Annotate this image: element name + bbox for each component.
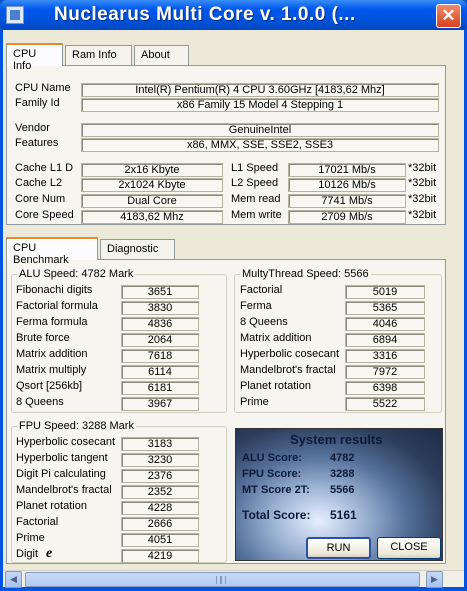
- tab-cpu-benchmark[interactable]: CPU Benchmark: [6, 237, 98, 260]
- fpu-row-value: 4219: [121, 549, 199, 563]
- multythread-row-label: Factorial: [240, 284, 283, 296]
- fpu-row-label: Planet rotation: [16, 500, 87, 512]
- total-score-value: 5161: [330, 508, 357, 522]
- l2-speed-value: 10126 Mb/s: [288, 178, 406, 192]
- multythread-row-label: Hyperbolic cosecant: [240, 348, 340, 360]
- fpu-row-label: Prime: [16, 532, 45, 544]
- multythread-row-label: Prime: [240, 396, 269, 408]
- fpu-row-value: 3183: [121, 437, 199, 451]
- cache-l2-label: Cache L2: [15, 177, 63, 189]
- multythread-row-label: 8 Queens: [240, 316, 288, 328]
- mem-read-unit: *32bit: [408, 193, 437, 205]
- close-window-button[interactable]: ✕: [436, 4, 461, 28]
- fpu-row-value: 2666: [121, 517, 199, 531]
- tab-ram-info[interactable]: Ram Info: [65, 45, 132, 65]
- vendor-label: Vendor: [15, 122, 50, 134]
- fpu-row-label: Digit Pi calculating: [16, 468, 106, 480]
- mt-score-label: MT Score 2T:: [242, 484, 310, 496]
- core-speed-value: 4183,62 Mhz: [81, 210, 223, 224]
- alu-title: ALU Speed: 4782 Mark: [19, 268, 134, 280]
- window-title: Nuclearus Multi Core v. 1.0.0 (...: [54, 4, 356, 25]
- multythread-row-value: 5365: [345, 301, 425, 315]
- l2-speed-unit: *32bit: [408, 177, 437, 189]
- client-area: [3, 30, 464, 570]
- alu-row-label: Fibonachi digits: [16, 284, 93, 296]
- scroll-left-icon[interactable]: ◀: [5, 571, 22, 588]
- multythread-row-label: Matrix addition: [240, 332, 312, 344]
- multythread-row-value: 6894: [345, 333, 425, 347]
- fpu-row-value: 4051: [121, 533, 199, 547]
- alu-row-value: 3830: [121, 301, 199, 315]
- fpu-row-value: 2352: [121, 485, 199, 499]
- multythread-row-value: 5522: [345, 397, 425, 411]
- alu-row-label: Matrix addition: [16, 348, 88, 360]
- alu-row-label: Factorial formula: [16, 300, 98, 312]
- multythread-row-label: Planet rotation: [240, 380, 311, 392]
- mem-read-value: 7741 Mb/s: [288, 194, 406, 208]
- scroll-right-icon[interactable]: ▶: [426, 571, 443, 588]
- cache-l2-value: 2x1024 Kbyte: [81, 178, 223, 192]
- fpu-row-value: 2376: [121, 469, 199, 483]
- fpu-row-value: 4228: [121, 501, 199, 515]
- mt-score-value: 5566: [330, 484, 355, 496]
- mem-write-label: Mem write: [231, 209, 282, 221]
- alu-row-label: 8 Queens: [16, 396, 64, 408]
- multythread-row-label: Ferma: [240, 300, 272, 312]
- alu-row-value: 6181: [121, 381, 199, 395]
- l1-speed-unit: *32bit: [408, 162, 437, 174]
- cpu-name-value: Intel(R) Pentium(R) 4 CPU 3.60GHz [4183,62 Mhz]: [81, 83, 439, 97]
- multythread-row-label: Mandelbrot's fractal: [240, 364, 336, 376]
- app-icon: [6, 6, 24, 24]
- alu-row-value: 2064: [121, 333, 199, 347]
- mem-write-value: 2709 Mb/s: [288, 210, 406, 224]
- title-bar[interactable]: [0, 0, 467, 30]
- scroll-thumb[interactable]: [25, 572, 420, 587]
- benchmark-tabstrip: [6, 237, 446, 266]
- core-num-label: Core Num: [15, 193, 66, 205]
- total-score-label: Total Score:: [242, 508, 311, 522]
- alu-score-label: ALU Score:: [242, 452, 302, 464]
- alu-row-label: Ferma formula: [16, 316, 88, 328]
- alu-row-value: 6114: [121, 365, 199, 379]
- run-button[interactable]: RUN: [306, 537, 371, 559]
- tab-diagnostic[interactable]: Diagnostic: [100, 239, 175, 259]
- l1-speed-label: L1 Speed: [231, 162, 279, 174]
- tab-cpu-info[interactable]: CPU Info: [6, 43, 63, 66]
- cache-l1d-value: 2x16 Kbyte: [81, 163, 223, 177]
- fpu-row-label: Hyperbolic tangent: [16, 452, 108, 464]
- fpu-score-label: FPU Score:: [242, 468, 302, 480]
- alu-row-value: 3967: [121, 397, 199, 411]
- alu-row-value: 4836: [121, 317, 199, 331]
- mem-read-label: Mem read: [231, 193, 281, 205]
- fpu-row-label: Mandelbrot's fractal: [16, 484, 112, 496]
- vendor-value: GenuineIntel: [81, 123, 439, 137]
- family-value: x86 Family 15 Model 4 Stepping 1: [81, 98, 439, 112]
- fpu-score-value: 3288: [330, 468, 355, 480]
- alu-row-value: 7618: [121, 349, 199, 363]
- horizontal-scrollbar[interactable]: [3, 570, 464, 587]
- fpu-row-label: Hyperbolic cosecant: [16, 436, 116, 448]
- fpu-row-suffix: e: [46, 546, 53, 561]
- multythread-row-value: 3316: [345, 349, 425, 363]
- multythread-row-value: 7972: [345, 365, 425, 379]
- core-speed-label: Core Speed: [15, 209, 74, 221]
- grip-icon: [216, 576, 226, 584]
- alu-row-label: Brute force: [16, 332, 70, 344]
- l2-speed-label: L2 Speed: [231, 177, 279, 189]
- system-results-title: System results: [290, 432, 383, 447]
- multythread-row-value: 6398: [345, 381, 425, 395]
- family-label: Family Id: [15, 97, 60, 109]
- l1-speed-value: 17021 Mb/s: [288, 163, 406, 177]
- multythread-row-value: 4046: [345, 317, 425, 331]
- fpu-row-label: Factorial: [16, 516, 59, 528]
- alu-row-label: Qsort [256kb]: [16, 380, 83, 392]
- cpu-name-label: CPU Name: [15, 82, 71, 94]
- features-value: x86, MMX, SSE, SSE2, SSE3: [81, 138, 439, 152]
- cache-l1d-label: Cache L1 D: [15, 162, 74, 174]
- mem-write-unit: *32bit: [408, 209, 437, 221]
- fpu-row-value: 3230: [121, 453, 199, 467]
- features-label: Features: [15, 137, 59, 149]
- fpu-title: FPU Speed: 3288 Mark: [19, 420, 134, 432]
- fpu-row-label: Digit: [16, 548, 39, 560]
- main-tabstrip: [6, 43, 446, 72]
- close-button[interactable]: CLOSE: [377, 537, 441, 559]
- alu-row-label: Matrix multiply: [16, 364, 87, 376]
- multythread-row-value: 5019: [345, 285, 425, 299]
- multythread-title: MultyThread Speed: 5566: [242, 268, 369, 280]
- tab-about[interactable]: About: [134, 45, 189, 65]
- core-num-value: Dual Core: [81, 194, 223, 208]
- alu-row-value: 3651: [121, 285, 199, 299]
- alu-score-value: 4782: [330, 452, 355, 464]
